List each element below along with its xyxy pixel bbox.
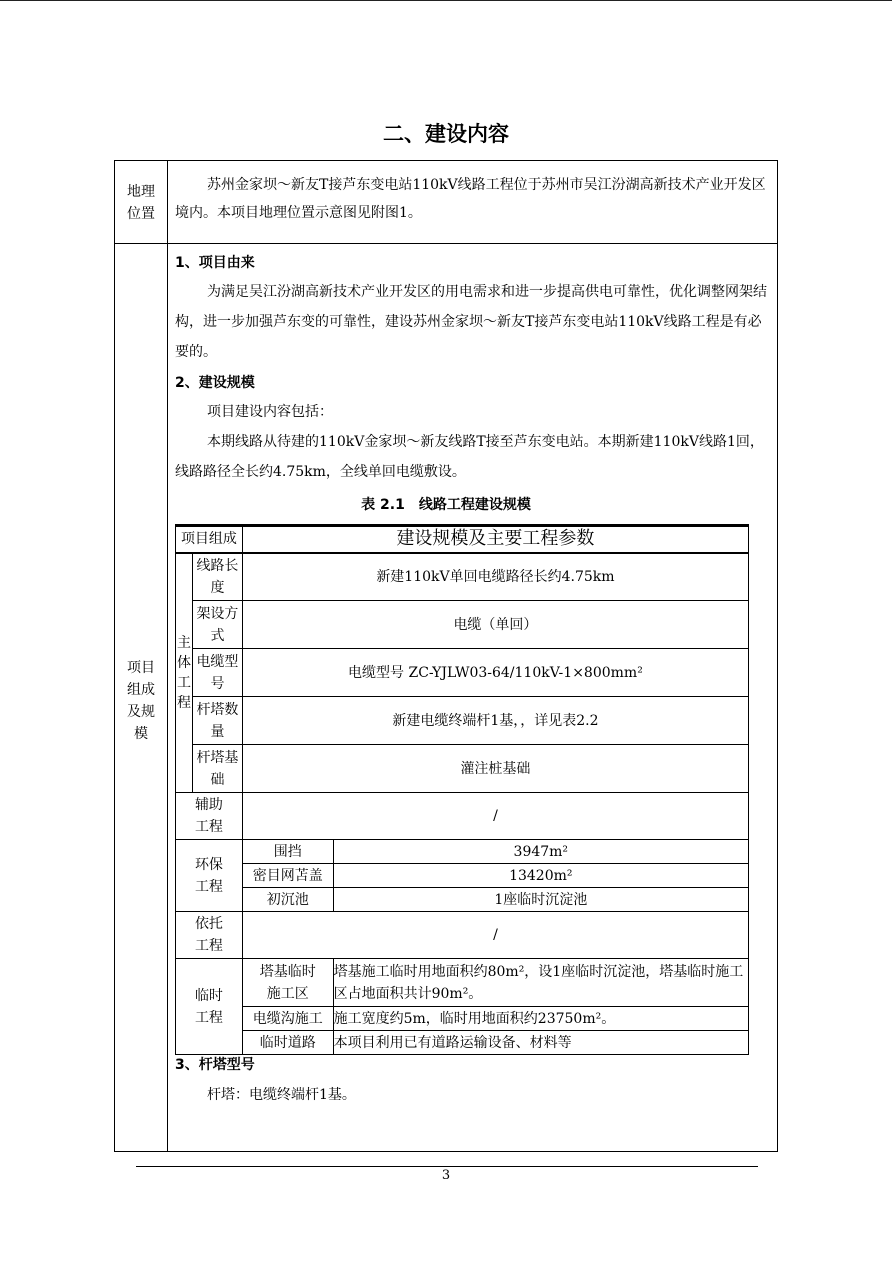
table-row-name: 密目网苫盖 [242,864,333,888]
section-2-p1: 项目建设内容包括： [207,404,333,420]
location-text: 苏州金家坝～新友T接芦东变电站110kV线路工程位于苏州市吴江汾湖高新技术产业开发区境内。本项目地理位置示意图见附图1。 [175,177,766,221]
section-1-heading: 1、项目由来 [175,255,255,271]
page-number: 3 [441,1168,451,1183]
section-1-text: 为满足吴江汾湖高新技术产业开发区的用电需求和进一步提高供电可靠性，优化调整网架结构，进一步加强芦东变的可靠性，建设苏州金家坝～新友T接芦东变电站110kV线路工程是有必要的。 [175,284,767,360]
env-label: 环保工程 [176,840,243,912]
main-group-label: 主体工程 [176,553,193,793]
project-label: 项目组成及规模 [127,660,155,742]
table-header-right: 建设规模及主要工程参数 [242,526,748,553]
footer-rule [136,1166,758,1167]
aux-label: 辅助工程 [176,793,243,840]
table-row-value: 1座临时沉淀池 [333,888,748,912]
table-row-value: 新建电缆终端杆1基，，详见表2.2 [242,697,748,745]
construction-scale-table [175,524,749,1055]
table-row-value: 灌注桩基础 [242,745,748,793]
section-3-text: 杆塔：电缆终端杆1基。 [207,1087,356,1103]
table-row-name: 临时道路 [242,1031,333,1055]
table-caption: 表 2.1 线路工程建设规模 [361,497,531,513]
table-header-left: 项目组成 [176,526,243,553]
project-content [175,249,771,487]
table-row-value: 3947m² [333,840,748,864]
table-row-name: 杆塔数量 [193,697,243,745]
rely-label: 依托工程 [176,912,243,959]
top-border [0,0,892,1]
table-row-name: 线路长度 [193,553,243,601]
table-row-name: 架设方式 [193,601,243,649]
table-row-name: 围挡 [242,840,333,864]
section-2-p2: 本期线路从待建的110kV金家坝～新友线路T接至芦东变电站。本期新建110kV线路1回，线路路径全长约4.75km，全线单回电缆敷设。 [175,434,764,480]
table-row-value: 本项目利用已有道路运输设备、材料等 [333,1031,748,1055]
table-row-name: 电缆沟施工 [242,1007,333,1031]
table-row-value: 13420m² [333,864,748,888]
table-row-name: 初沉池 [242,888,333,912]
table-row-value: 电缆（单回） [242,601,748,649]
location-label: 地理位置 [127,184,155,222]
page-title: 二、建设内容 [383,122,509,146]
table-row-value: 施工宽度约5m，临时用地面积约23750m²。 [333,1007,748,1031]
table-row-name: 杆塔基础 [193,745,243,793]
table-row-name: 电缆型号 [193,649,243,697]
rely-value: / [242,912,748,959]
table-row-value: 新建110kV单回电缆路径长约4.75km [242,553,748,601]
table-row-name: 塔基临时施工区 [242,959,333,1007]
temp-label: 临时工程 [176,959,243,1055]
section-3-heading: 3、杆塔型号 [175,1057,255,1073]
table-row-value: 塔基施工临时用地面积约80m²，设1座临时沉淀池，塔基临时施工区占地面积共计90m²。 [333,959,748,1007]
table-row-value: 电缆型号 ZC-YJLW03-64/110kV-1×800mm² [242,649,748,697]
section-2-heading: 2、建设规模 [175,375,255,391]
aux-value: / [242,793,748,840]
